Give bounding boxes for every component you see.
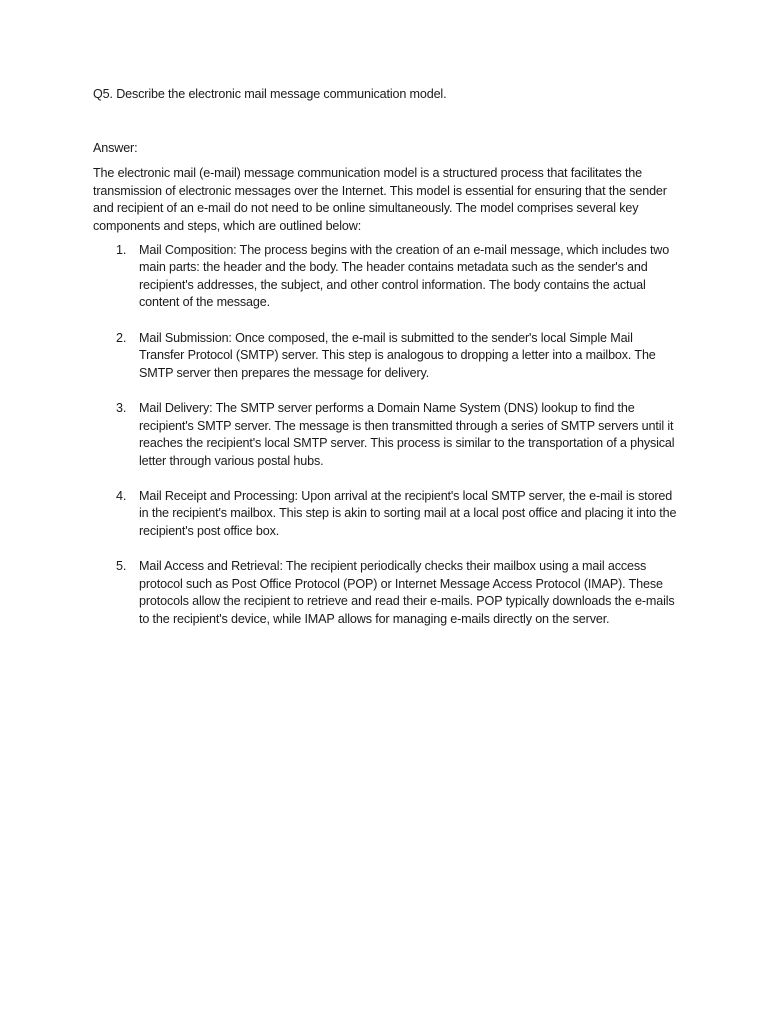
- intro-paragraph: The electronic mail (e-mail) message communication model is a structured process that facilitates the transmission of electronic messages over the Internet. This model is essential for ensuring that the sender and recipient of an e-mail do not need to be online simultaneously. The model comprises several key components and steps, which are outlined below:: [93, 166, 667, 233]
- list-item-text: Mail Composition: The process begins with the creation of an e-mail message, which includes two main parts: the header and the body. The header contains metadata such as the sender's and recipient's addresses, the subject, and other control information. The body contains the actual content of the message.: [139, 242, 670, 310]
- list-item-number: 2.: [116, 330, 127, 345]
- steps-list: [93, 242, 678, 629]
- list-item-text: Mail Submission: Once composed, the e-mail is submitted to the sender's local Simple Mail Transfer Protocol (SMTP) server. This step is analogous to dropping a letter into a mailbox. The SMTP server then prepares the message for delivery.: [139, 330, 656, 380]
- list-item: [93, 558, 678, 628]
- list-item-number: 3.: [116, 400, 127, 415]
- list-item-text: Mail Delivery: The SMTP server performs a Domain Name System (DNS) lookup to find the recipient's SMTP server. The message is then transmitted through a series of SMTP servers until it reaches the recipient's local SMTP server. This process is similar to the transportation of a physical letter through various postal hubs.: [139, 400, 675, 468]
- list-item: [93, 330, 678, 383]
- list-item-text: Mail Receipt and Processing: Upon arrival at the recipient's local SMTP server, the e-mail is stored in the recipient's mailbox. This step is akin to sorting mail at a local post office and placing it into the recipient's post office box.: [139, 488, 677, 539]
- list-item-text: Mail Access and Retrieval: The recipient periodically checks their mailbox using a mail access protocol such as Post Office Protocol (POP) or Internet Message Access Protocol (IMAP). These protocols allow the recipient to retrieve and read their e-mails. POP typically downloads the e-mails to the recipient's device, while IMAP allows for managing e-mails directly on the server.: [139, 559, 675, 627]
- document-body: [93, 86, 678, 646]
- list-item-number: 5.: [116, 559, 127, 574]
- question-heading: Q5. Describe the electronic mail message communication model.: [93, 87, 447, 101]
- list-item-number: 1.: [116, 242, 127, 257]
- answer-label: Answer:: [93, 140, 138, 155]
- list-item: [93, 400, 678, 470]
- list-item: [93, 242, 678, 312]
- list-item: [93, 488, 678, 541]
- list-item-number: 4.: [116, 488, 127, 503]
